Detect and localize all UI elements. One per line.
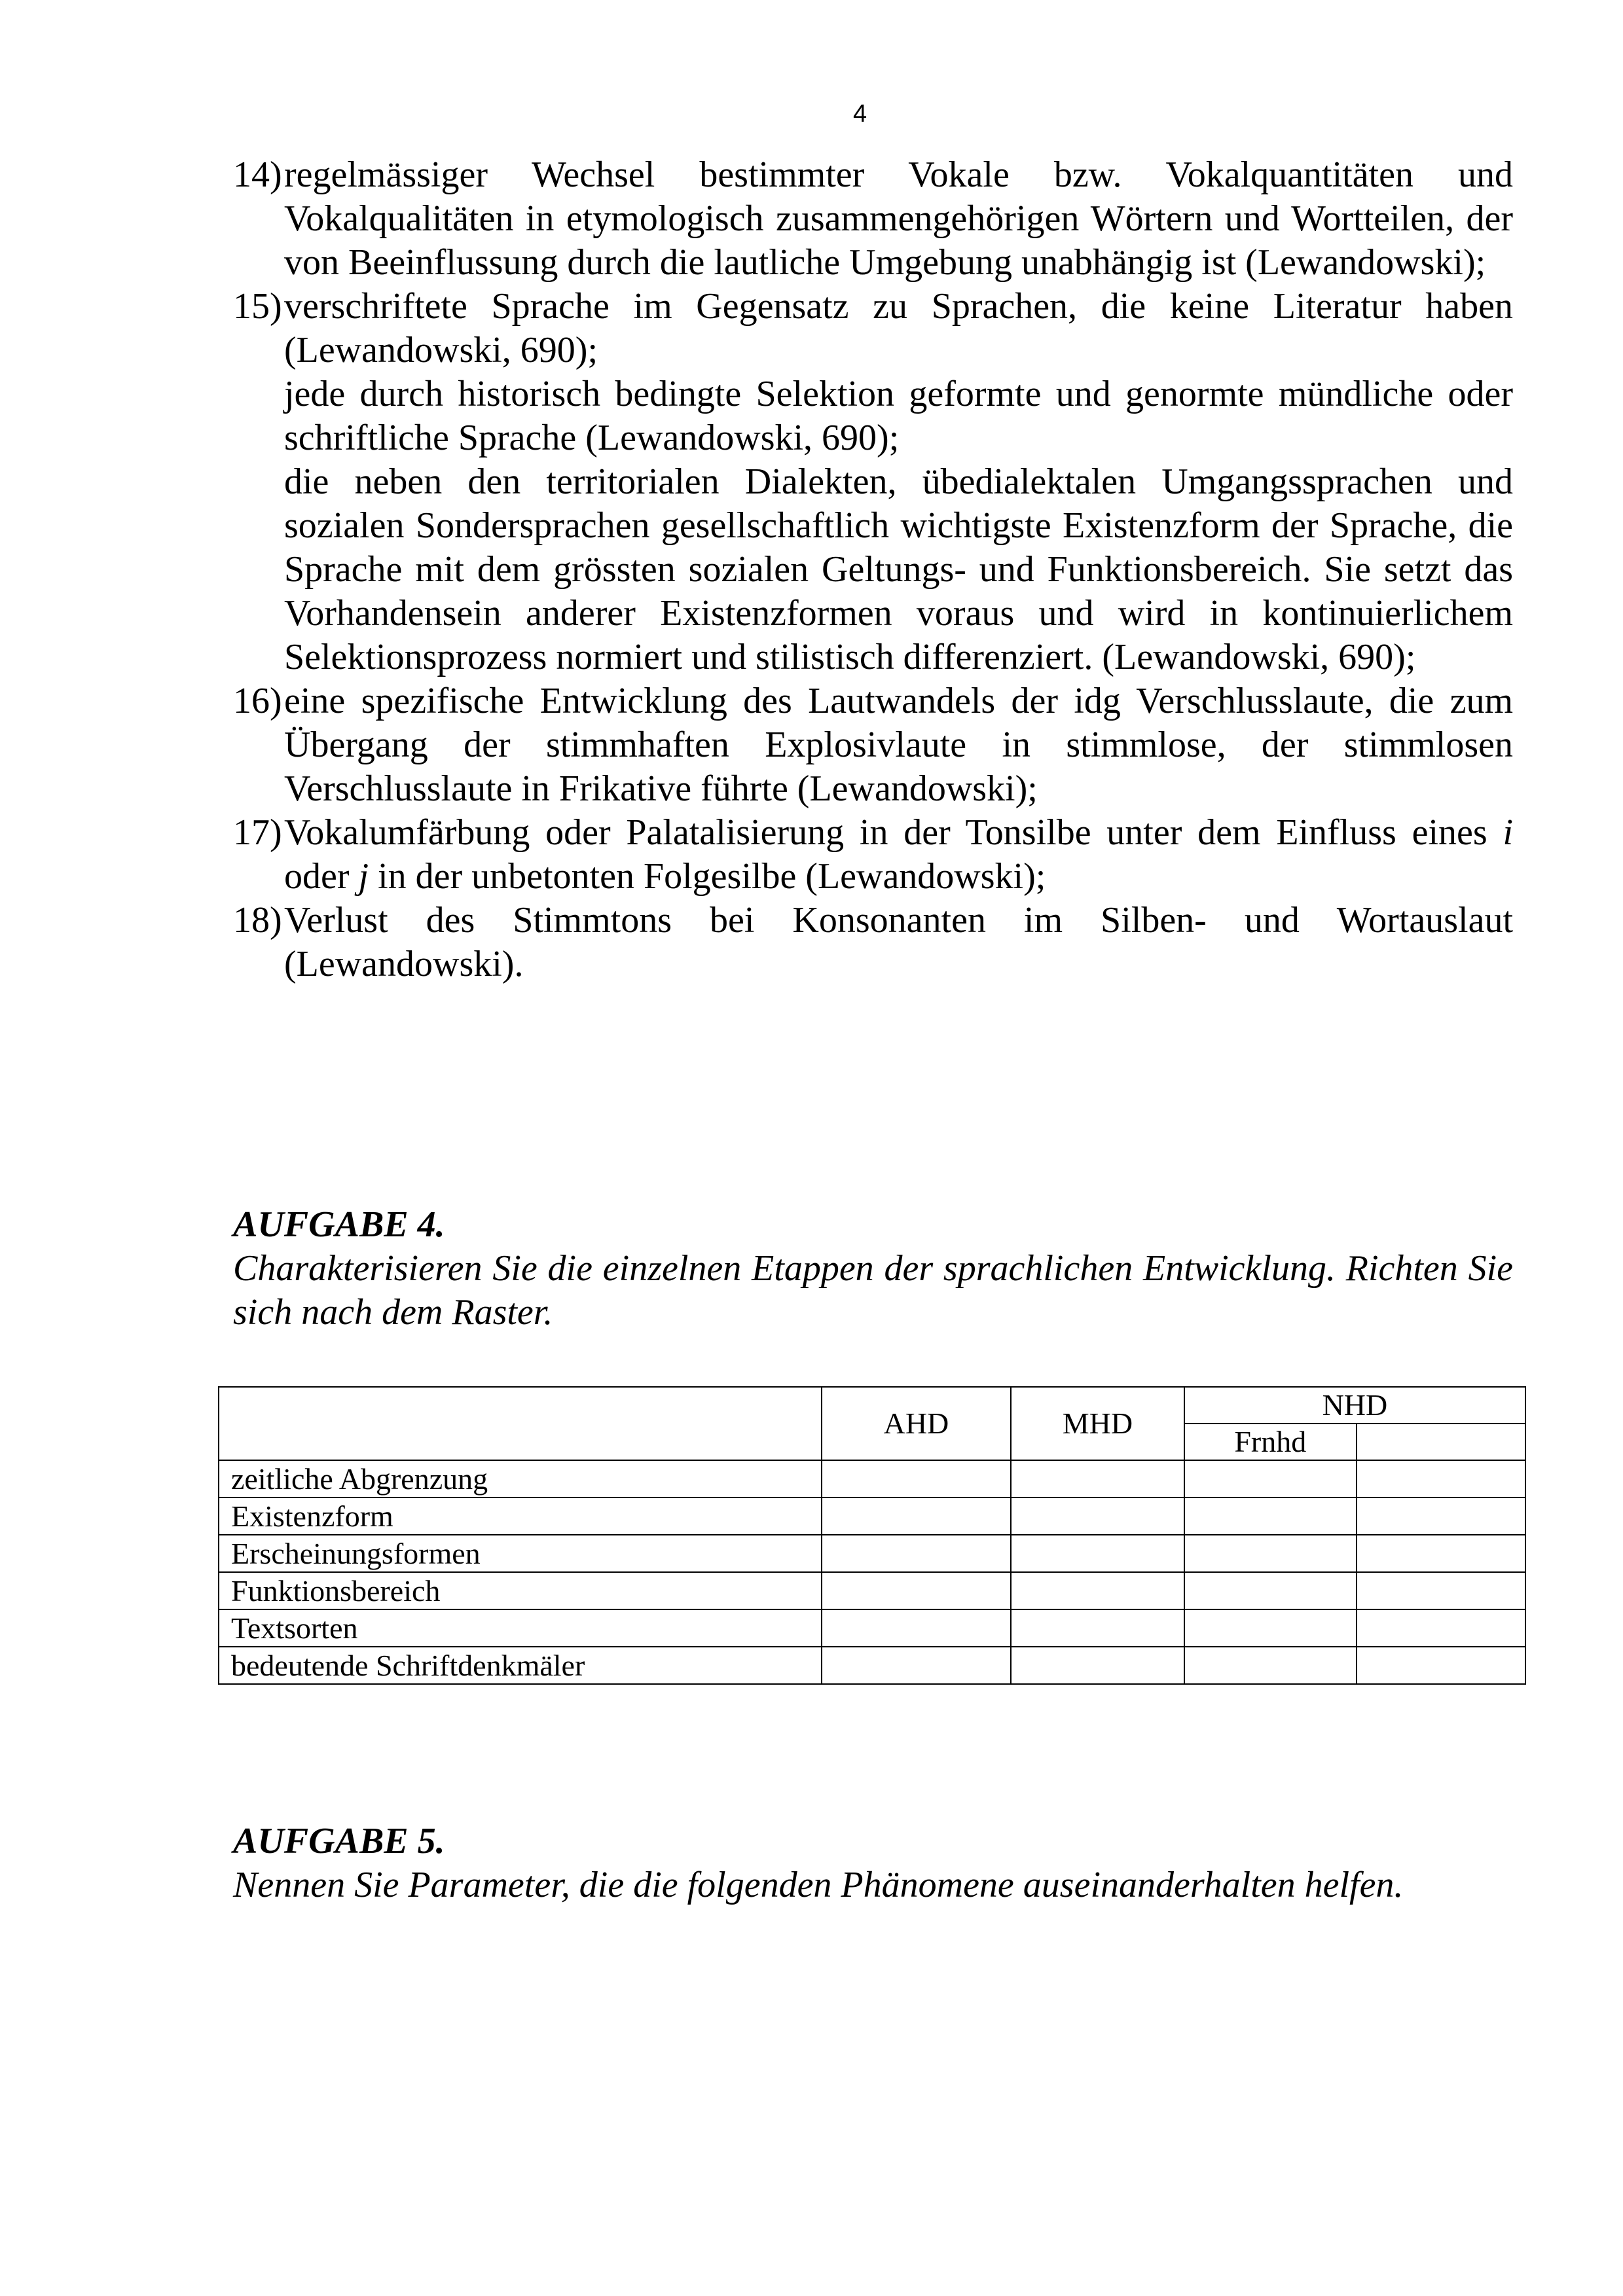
table-row — [219, 1498, 1525, 1535]
list-item — [233, 899, 1513, 986]
text-segment: oder — [284, 856, 359, 897]
table-cell — [1357, 1572, 1525, 1609]
table-corner-cell — [219, 1387, 822, 1460]
table-cell — [1184, 1572, 1357, 1609]
list-item-number: 16) — [233, 681, 282, 721]
table-cell — [1011, 1572, 1184, 1609]
table-cell — [822, 1498, 1011, 1535]
row-label: Textsorten — [219, 1609, 822, 1647]
list-item-text: die neben den territorialen Dialekten, übedialektalen Umgangssprachen und sozialen Sondersprachen gesellschaftlich wichtigste Existenzform der Sprache, die Sprache mit dem grössten sozialen Geltungs- und Funktionsbereich. Sie setzt das Vorhandensein anderer Existenzformen voraus und wird in kontinuierlichem Selektionsprozess normiert und stilistisch differenziert. (Lewandowski, 690); — [284, 461, 1513, 677]
definition-list — [233, 153, 1513, 986]
column-header-frnhd: Frnhd — [1184, 1424, 1357, 1460]
list-item-text: verschriftete Sprache im Gegensatz zu Sprachen, die keine Literatur haben (Lewandowski, 690); — [284, 286, 1513, 370]
list-item-number: 17) — [233, 812, 282, 853]
table-row — [219, 1572, 1525, 1609]
text-segment: Vokalumfärbung oder Palatalisierung in der Tonsilbe unter dem Einfluss eines — [284, 812, 1503, 853]
list-item-text: jede durch historisch bedingte Selektion geformte und genormte mündliche oder schriftliche Sprache (Lewandowski, 690); — [284, 374, 1513, 458]
table-cell — [1011, 1535, 1184, 1572]
task-5-heading: AUFGABE 5. — [233, 1821, 445, 1861]
list-item-number: 15) — [233, 286, 282, 327]
task-4-heading: AUFGABE 4. — [233, 1204, 445, 1245]
row-label: zeitliche Abgrenzung — [219, 1460, 822, 1498]
list-item — [233, 679, 1513, 811]
list-item-text: regelmässiger Wechsel bestimmter Vokale bzw. Vokalquantitäten und Vokalqualitäten in etymologisch zusammengehörigen Wörtern und Wortteilen, der von Beeinflussung durch die lautliche Umgebung unabhängig ist (Lewandowski); — [284, 154, 1513, 283]
table-cell — [822, 1535, 1011, 1572]
table-row — [219, 1460, 1525, 1498]
task-4 — [233, 1203, 1513, 1335]
row-label: Existenzform — [219, 1498, 822, 1535]
table-cell — [1184, 1609, 1357, 1647]
raster-table — [218, 1386, 1526, 1685]
table-row — [219, 1535, 1525, 1572]
table-cell — [1011, 1460, 1184, 1498]
table-cell — [822, 1572, 1011, 1609]
list-item — [233, 811, 1513, 899]
table-cell — [1184, 1647, 1357, 1684]
table-cell — [1011, 1498, 1184, 1535]
table-cell — [1357, 1498, 1525, 1535]
page-number: 4 — [853, 100, 867, 128]
list-item-text — [284, 811, 1513, 899]
row-label: bedeutende Schriftdenkmäler — [219, 1647, 822, 1684]
list-item-text: eine spezifische Entwicklung des Lautwandels der idg Verschlusslaute, die zum Übergang der stimmhaften Explosivlaute in stimmlose, der stimmlosen Verschlusslaute in Frikative führte (Lewandowski); — [284, 681, 1513, 809]
table-cell — [1357, 1647, 1525, 1684]
task-5-text: Nennen Sie Parameter, die die folgenden Phänomene auseinanderhalten helfen. — [233, 1865, 1404, 1905]
row-label: Funktionsbereich — [219, 1572, 822, 1609]
table-cell — [822, 1460, 1011, 1498]
list-item-number: 14) — [233, 154, 282, 195]
table-cell — [822, 1609, 1011, 1647]
table-header-row — [219, 1387, 1525, 1424]
column-header-mhd: MHD — [1011, 1387, 1184, 1460]
table-cell — [1357, 1609, 1525, 1647]
table-cell — [1184, 1498, 1357, 1535]
column-header-empty — [1357, 1424, 1525, 1460]
list-item-text: Verlust des Stimmtons bei Konsonanten im Silben- und Wortauslaut (Lewandowski). — [284, 900, 1513, 984]
column-header-ahd: AHD — [822, 1387, 1011, 1460]
table-cell — [1011, 1647, 1184, 1684]
list-item — [233, 285, 1513, 679]
italic-letter-i: i — [1503, 812, 1513, 853]
italic-letter-j: j — [358, 856, 369, 897]
table-cell — [1357, 1460, 1525, 1498]
table-row — [219, 1609, 1525, 1647]
column-header-nhd: NHD — [1184, 1387, 1525, 1424]
task-4-text: Charakterisieren Sie die einzelnen Etappen der sprachlichen Entwicklung. Richten Sie sich nach dem Raster. — [233, 1248, 1513, 1333]
task-5 — [233, 1820, 1513, 1907]
table-cell — [1184, 1535, 1357, 1572]
table-row — [219, 1647, 1525, 1684]
text-segment: in der unbetonten Folgesilbe (Lewandowski); — [369, 856, 1046, 897]
list-item — [233, 153, 1513, 285]
row-label: Erscheinungsformen — [219, 1535, 822, 1572]
list-item-number: 18) — [233, 900, 282, 941]
table-cell — [1357, 1535, 1525, 1572]
table-cell — [1184, 1460, 1357, 1498]
table-cell — [822, 1647, 1011, 1684]
table-cell — [1011, 1609, 1184, 1647]
